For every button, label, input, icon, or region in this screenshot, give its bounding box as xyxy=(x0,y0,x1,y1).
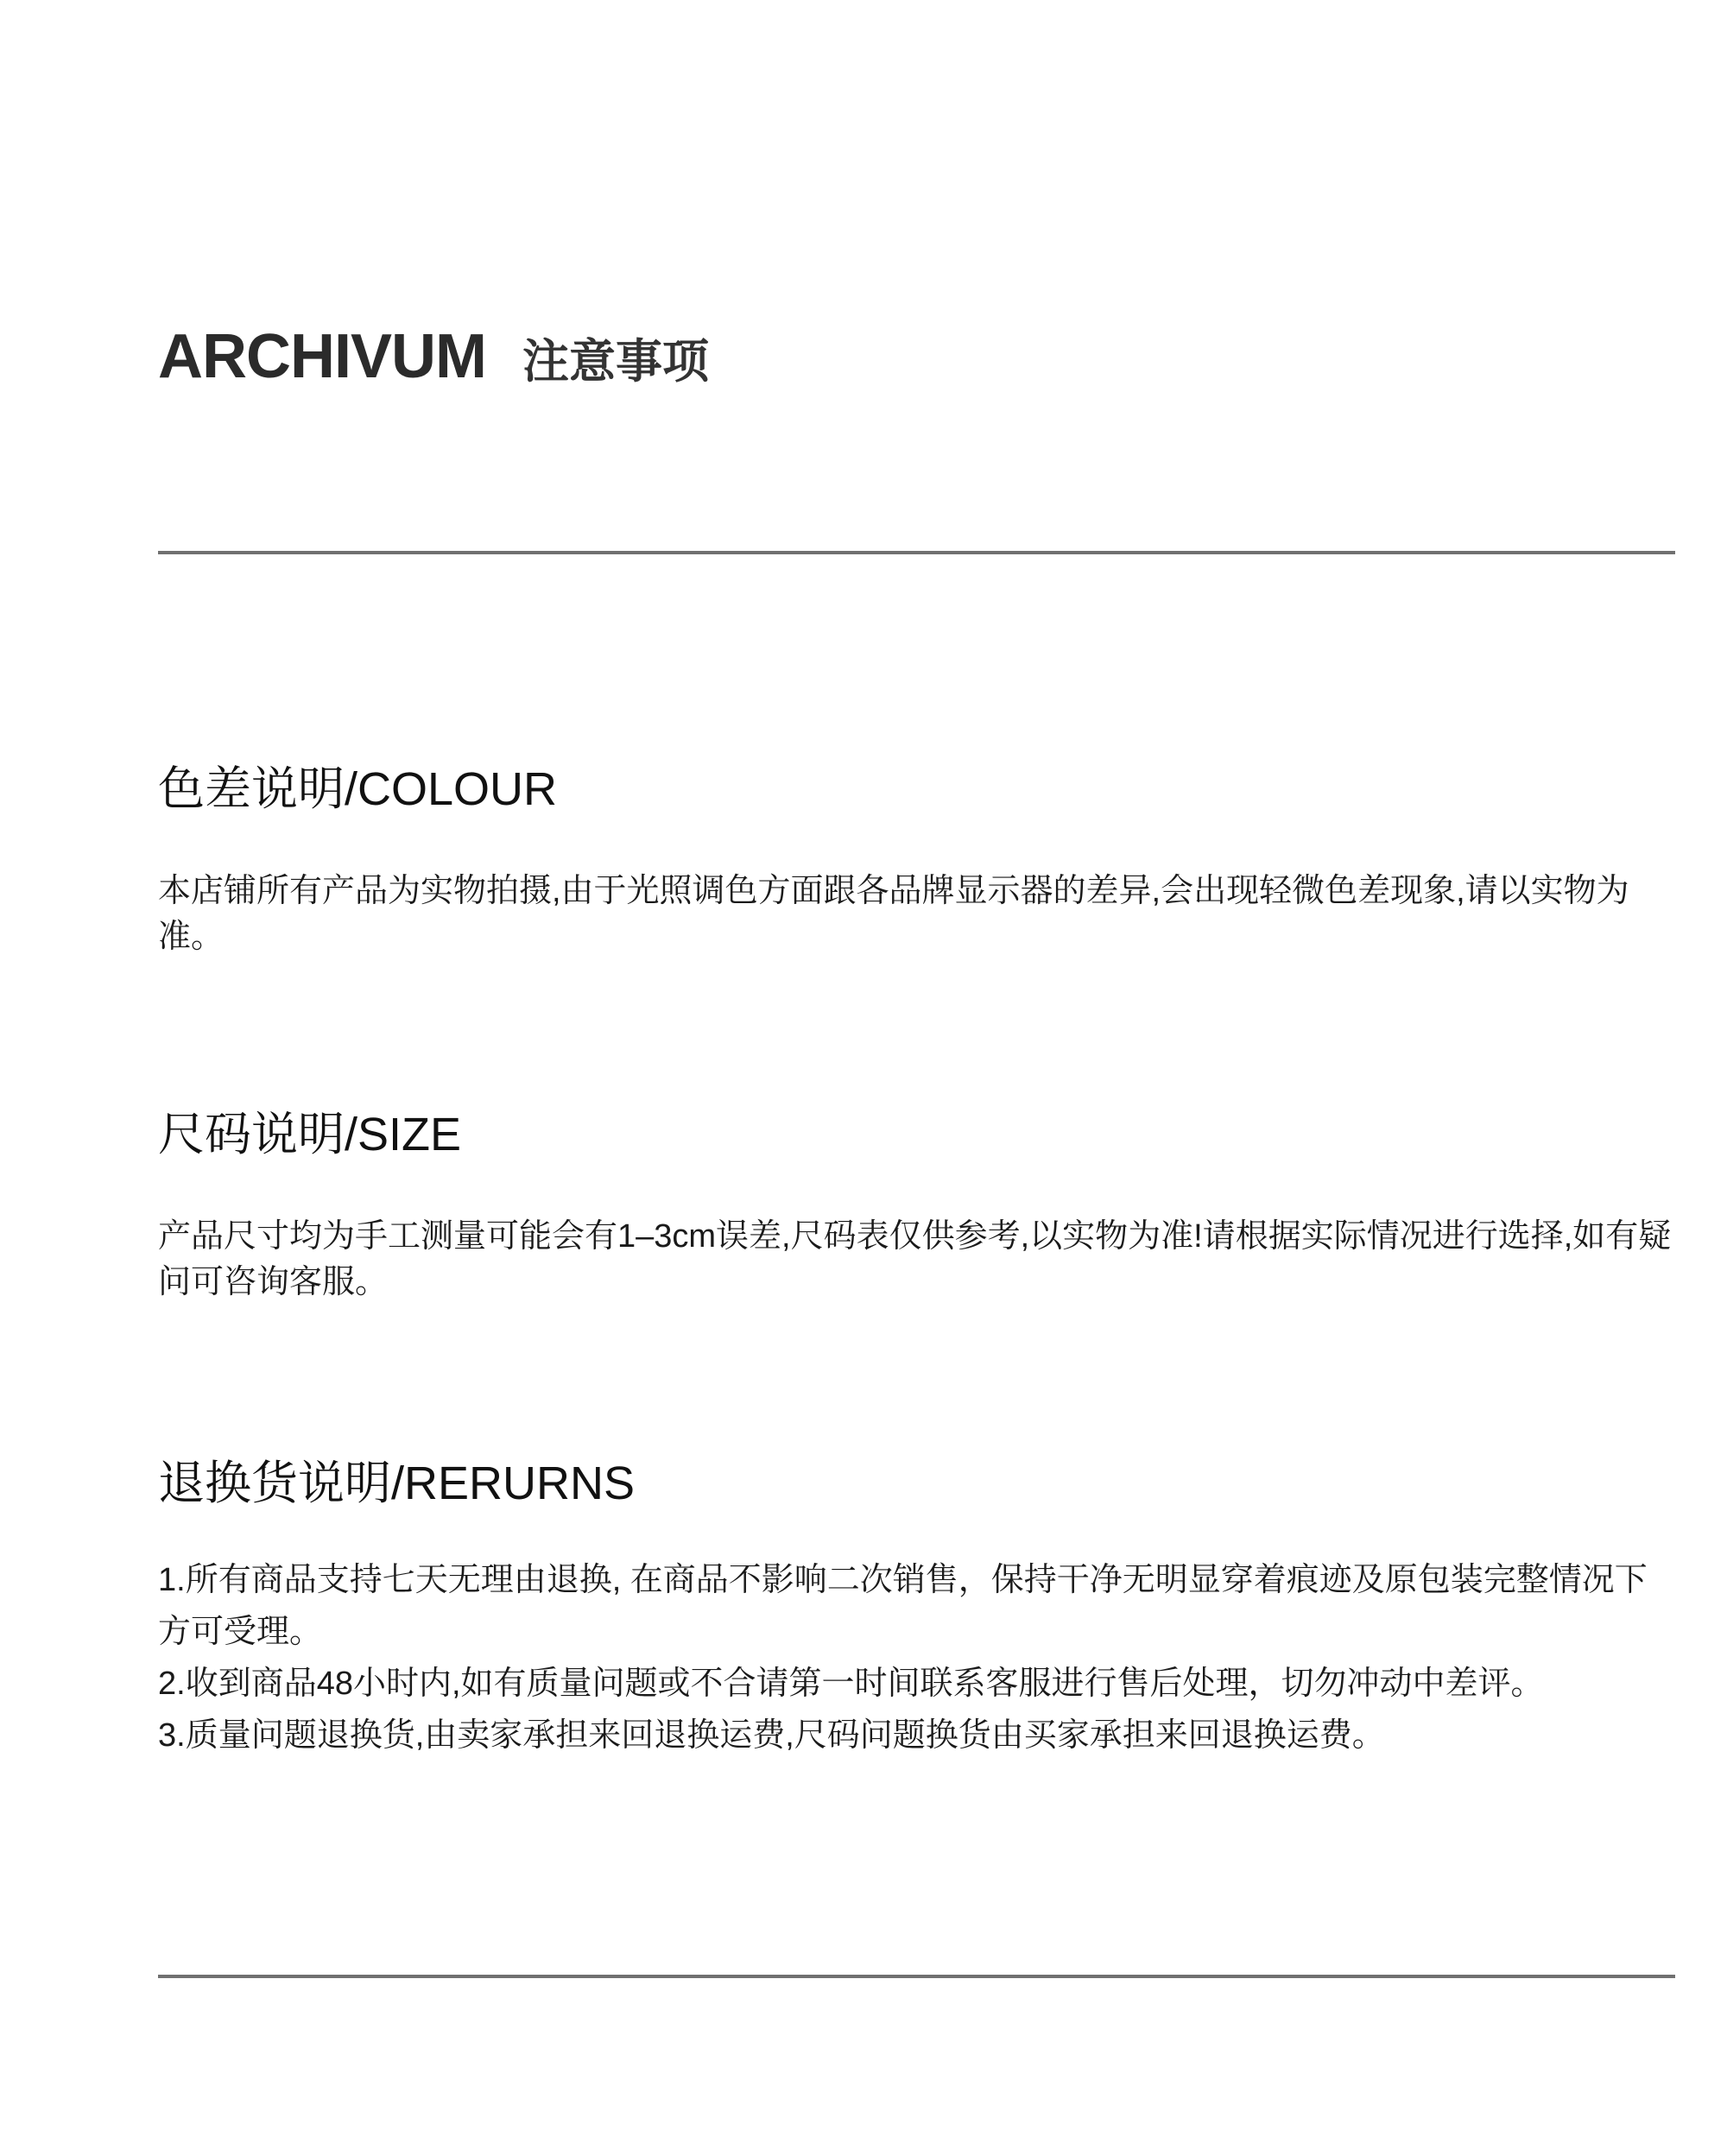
brand-logo-text: ARCHIVUM xyxy=(158,322,486,391)
returns-item-2: 2.收到商品48小时内,如有质量问题或不合请第一时间联系客服进行售后处理，切勿冲动中差评。 xyxy=(158,1666,1544,1702)
section-title-colour: 色差说明/COLOUR xyxy=(158,763,558,815)
section-colour xyxy=(158,762,1678,960)
page-title: 注意事项 xyxy=(522,336,709,388)
size-text: 产品尺寸均为手工测量可能会有1–3cm误差,尺码表仅供参考,以实物为准!请根据实际情况进行选择,如有疑问可咨询客服。 xyxy=(158,1218,1672,1300)
section-returns xyxy=(158,1456,1678,1761)
bottom-divider xyxy=(158,1975,1675,1978)
returns-item-3: 3.质量问题退换货,由卖家承担来回退换运费,尺码问题换货由买家承担来回退换运费。 xyxy=(158,1717,1385,1754)
page-header xyxy=(158,321,709,392)
section-title-returns: 退换货说明/RERURNS xyxy=(158,1457,636,1509)
section-title-size: 尺码说明/SIZE xyxy=(158,1109,462,1160)
returns-item-1: 1.所有商品支持七天无理由退换, 在商品不影响二次销售，保持干净无明显穿着痕迹及原包装完整情况下方可受理。 xyxy=(158,1562,1648,1650)
section-body-size xyxy=(158,1214,1678,1306)
section-body-returns xyxy=(158,1554,1678,1761)
colour-text: 本店铺所有产品为实物拍摄,由于光照调色方面跟各品牌显示器的差异,会出现轻微色差现象,请以实物为准。 xyxy=(158,873,1629,955)
section-size xyxy=(158,1107,1678,1306)
section-body-colour xyxy=(158,869,1678,960)
top-divider xyxy=(158,551,1675,554)
